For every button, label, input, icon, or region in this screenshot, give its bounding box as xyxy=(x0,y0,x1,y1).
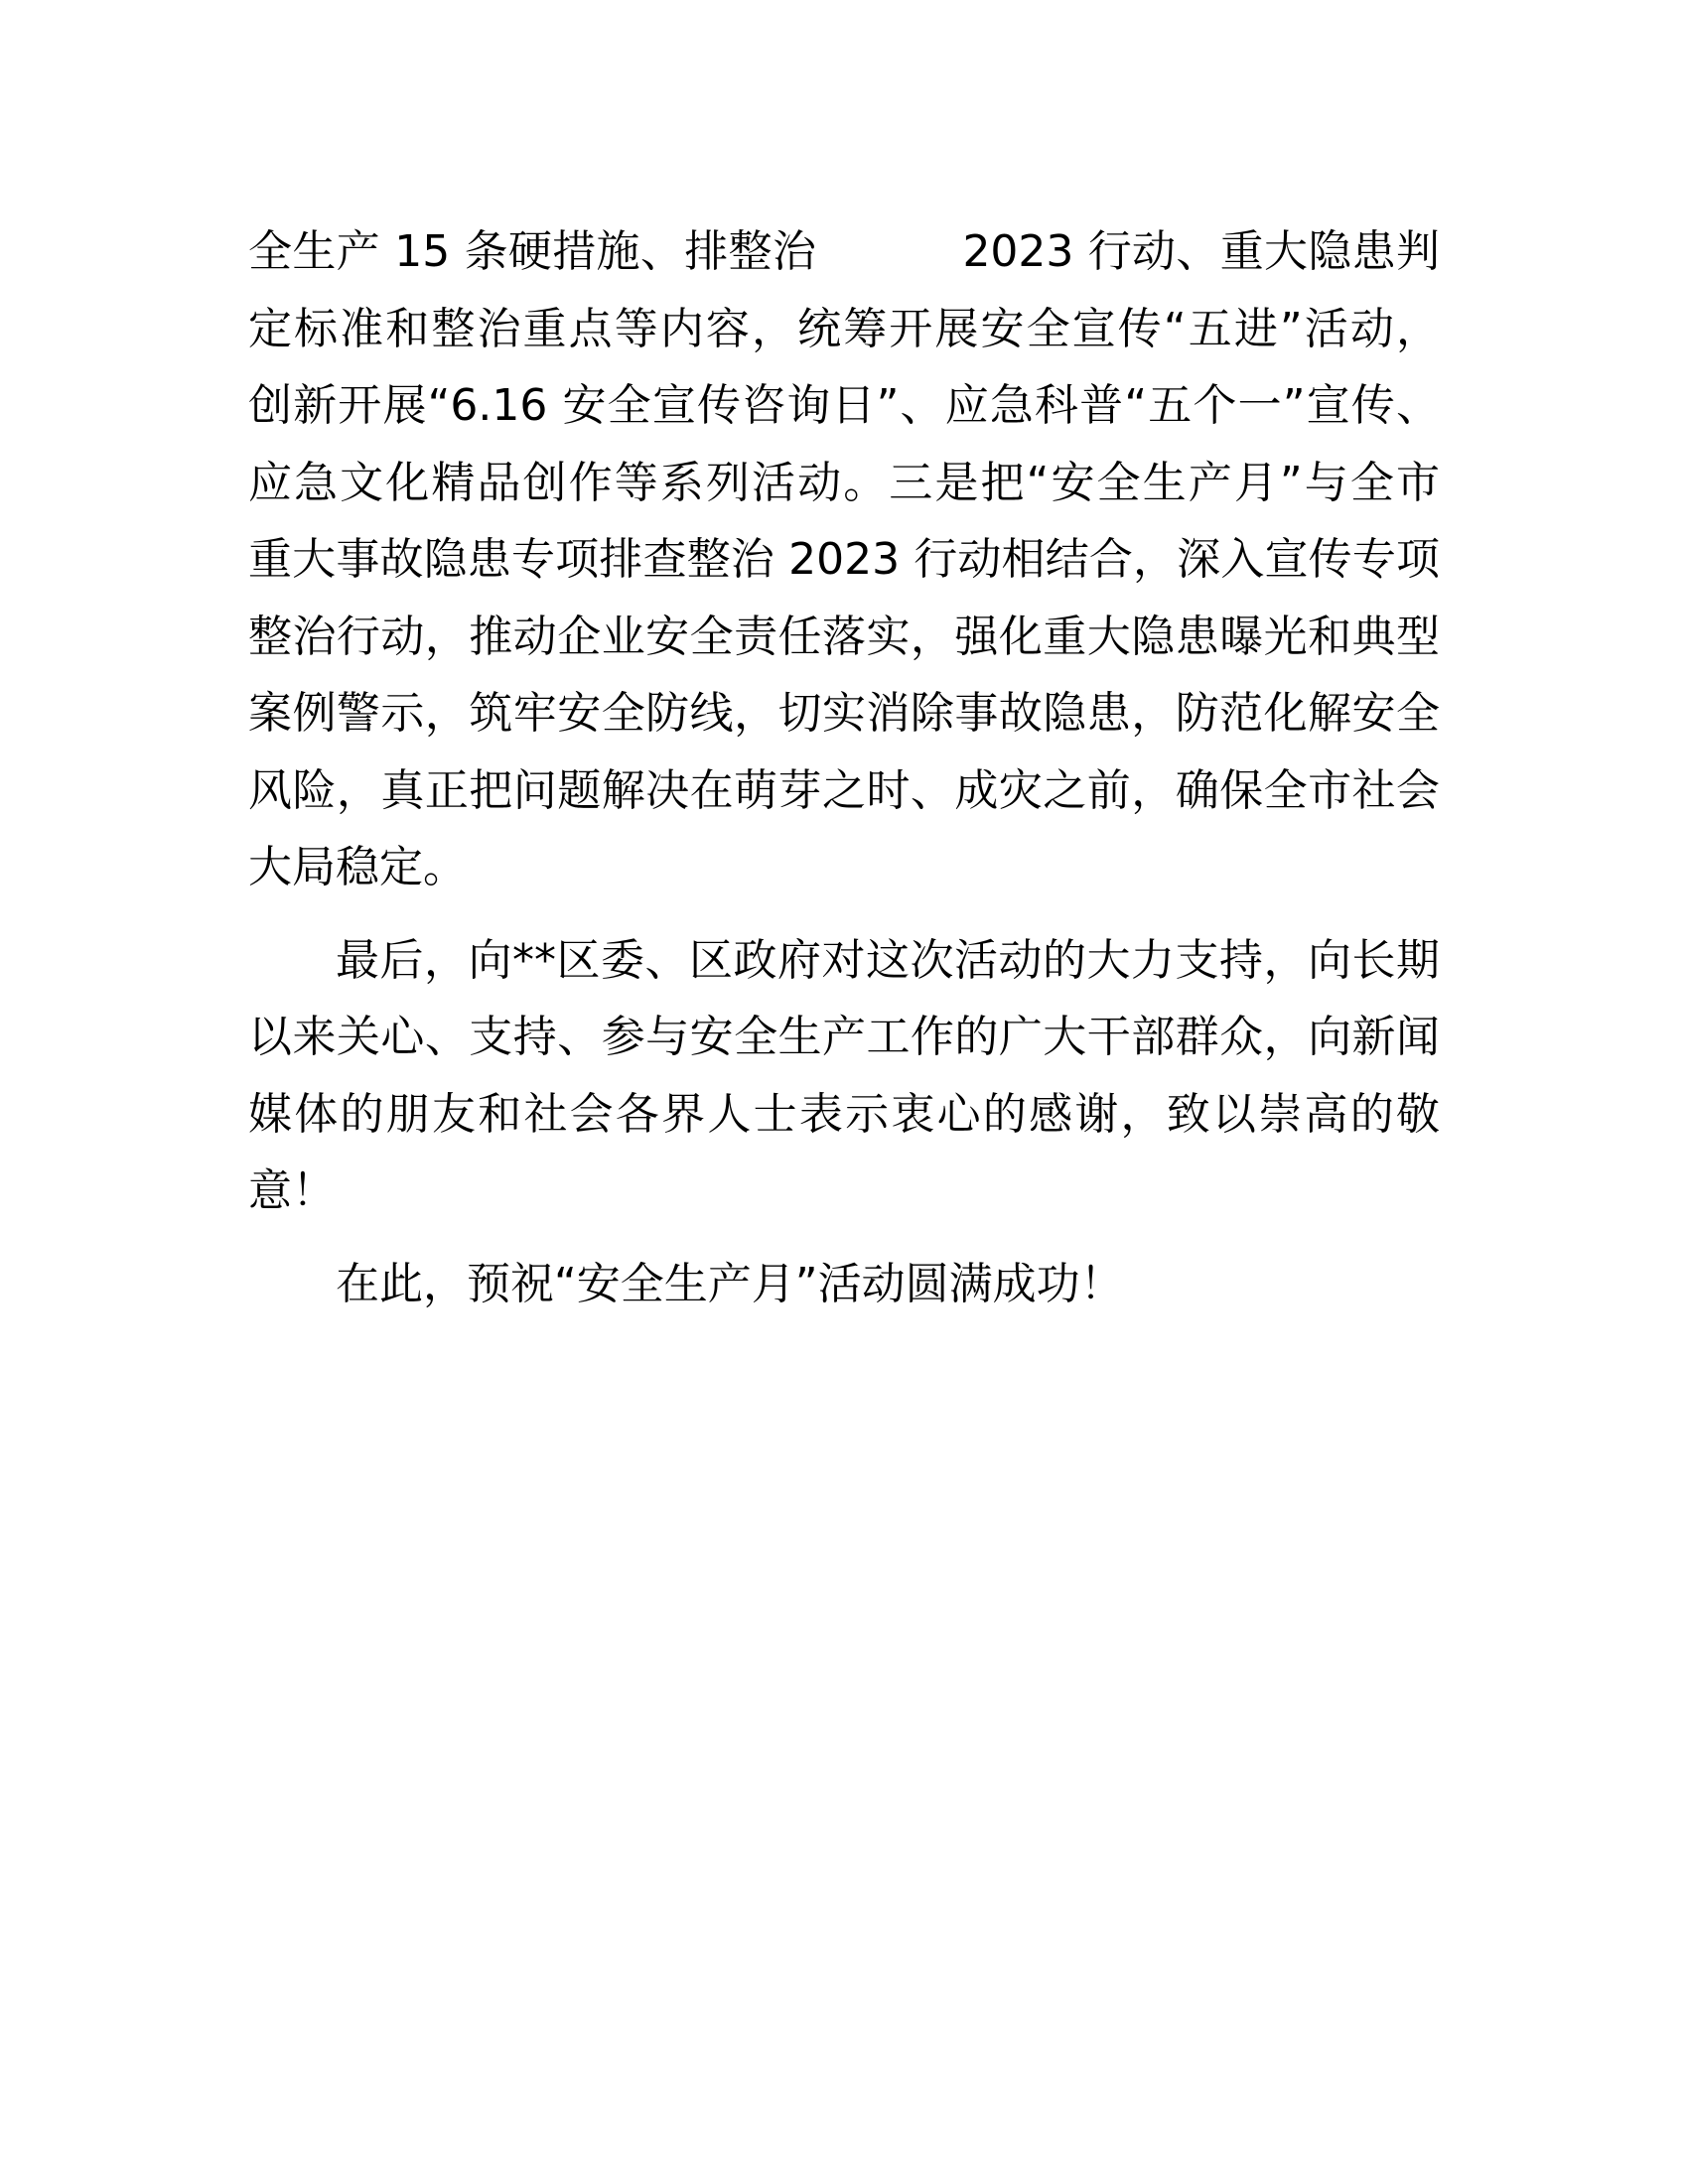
text-line: 媒体的朋友和社会各界人士表示衷心的感谢，致以崇高的敬 xyxy=(248,1088,1440,1140)
paragraph-2 xyxy=(248,922,1440,1230)
text-line: 全生产 15 条硬措施、排整治 2023 行动、重大隐患判 xyxy=(248,226,1440,277)
text-line: 最后，向**区委、区政府对这次活动的大力支持，向长期 xyxy=(336,934,1440,986)
text-line: 案例警示，筑牢安全防线，切实消除事故隐患，防范化解安全 xyxy=(248,688,1440,739)
text-line: 以来关心、支持、参与安全生产工作的广大干部群众，向新闻 xyxy=(248,1012,1440,1062)
text-line: 应急文化精品创作等系列活动。三是把“安全生产月”与全市 xyxy=(248,457,1440,508)
text-line: 整治行动，推动企业安全责任落实，强化重大隐患曝光和典型 xyxy=(248,611,1440,662)
text-line: 在此，预祝“安全生产月”活动圆满成功！ xyxy=(336,1258,1124,1309)
text-line: 风险，真正把问题解决在萌芽之时、成灾之前，确保全市社会 xyxy=(248,764,1440,816)
paragraph-3 xyxy=(248,1246,1440,1323)
paragraph-spacing xyxy=(248,1230,1440,1246)
text-line: 重大事故隐患专项排查整治 2023 行动相结合，深入宣传专项 xyxy=(248,534,1440,585)
text-line: 意！ xyxy=(248,1165,336,1216)
text-line: 定标准和整治重点等内容，统筹开展安全宣传“五进”活动， xyxy=(248,303,1440,354)
document-body xyxy=(248,213,1440,1322)
text-line: 创新开展“6.16 安全宣传咨询日”、应急科普“五个一”宣传、 xyxy=(248,380,1440,431)
paragraph-spacing xyxy=(248,906,1440,922)
text-line: 大局稳定。 xyxy=(248,842,467,892)
paragraph-1 xyxy=(248,213,1440,906)
